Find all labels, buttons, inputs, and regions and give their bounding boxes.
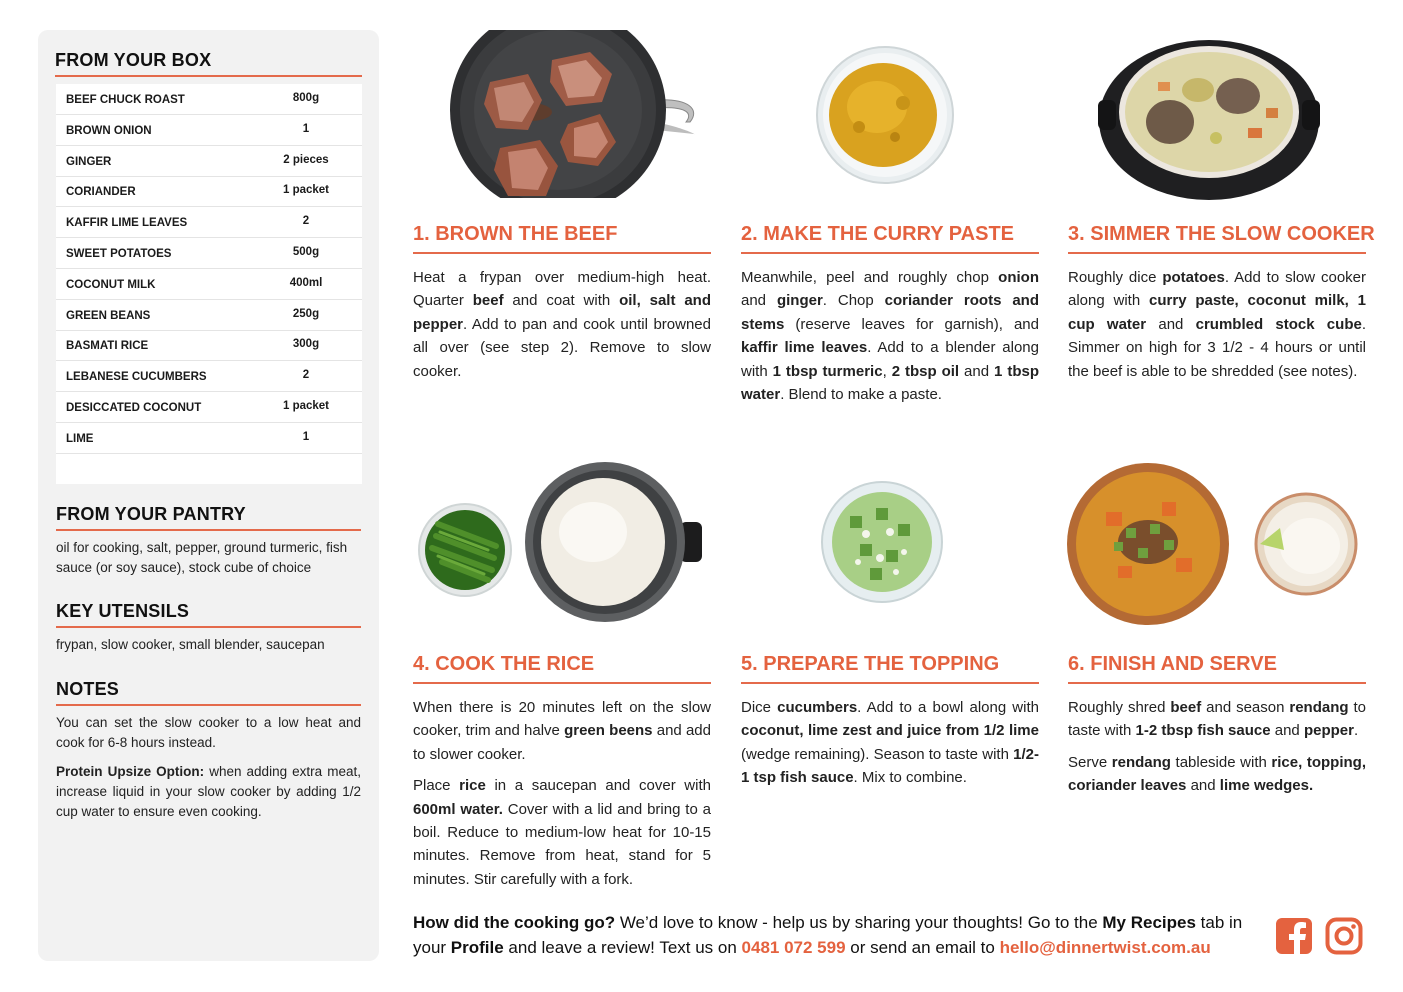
- ingredient-qty: 1 packet: [282, 184, 330, 197]
- step-ingredient-highlight: rice: [459, 777, 486, 795]
- step-text: and: [1270, 722, 1304, 740]
- step-text: . Chop: [822, 292, 885, 310]
- utensils-section-title: KEY UTENSILS: [56, 601, 361, 628]
- ingredient-row: [56, 423, 362, 454]
- step-text: to taste with: [1068, 699, 1366, 740]
- step-text: Cover with a lid and bring to a boil. Reduce to medium-low heat for 10-15 minutes. Remove from heat, stand for 5 minutes. Stir carefully with a fork.: [413, 800, 711, 888]
- facebook-icon[interactable]: [1275, 917, 1313, 955]
- step-ingredient-highlight: curry paste, coconut milk, 1 cup water: [1068, 292, 1366, 333]
- step-text: Meanwhile, peel and roughly chop: [741, 269, 999, 286]
- step-text: Heat a frypan over medium-high heat. Quarter: [413, 269, 711, 310]
- step-ingredient-highlight: 600ml water.: [413, 800, 503, 818]
- ingredient-name: BEEF CHUCK ROAST: [66, 94, 185, 106]
- ingredient-name: LEBANESE CUCUMBERS: [66, 371, 207, 384]
- feedback-footer: [413, 910, 1263, 960]
- step-ingredient-highlight: rendang: [1111, 753, 1171, 771]
- step-ingredient-highlight: green beens: [564, 722, 653, 740]
- ingredient-row: [56, 361, 362, 392]
- step-ingredient-highlight: ginger: [776, 292, 823, 310]
- step-text: Place: [413, 777, 460, 795]
- ingredient-row: [56, 207, 362, 238]
- step-paragraph: [741, 696, 1039, 790]
- cucumber-topping-image: [820, 480, 945, 605]
- step-ingredient-highlight: rendang: [1289, 699, 1349, 716]
- pantry-section-title: FROM YOUR PANTRY: [56, 504, 361, 531]
- step-ingredient-highlight: beef: [472, 292, 504, 310]
- ingredient-row: [56, 115, 362, 146]
- step-paragraph: [413, 696, 711, 766]
- ingredient-name: BASMATI RICE: [66, 340, 149, 353]
- step-ingredient-highlight: kaffir lime leaves: [741, 339, 868, 357]
- step-paragraph: [1068, 751, 1366, 798]
- ingredient-row: [56, 330, 362, 361]
- step-ingredient-highlight: cucumbers: [777, 699, 858, 716]
- ingredient-name: KAFFIR LIME LEAVES: [66, 217, 188, 230]
- ingredient-name: BROWN ONION: [66, 124, 152, 137]
- step-ingredient-highlight: potatoes: [1162, 269, 1225, 286]
- step-ingredient-highlight: crumbled stock cube: [1195, 315, 1362, 333]
- footer-text: and leave a review! Text us on: [503, 938, 742, 957]
- step-text: . Mix to combine.: [853, 769, 967, 787]
- step-1-title: 1. BROWN THE BEEF: [413, 223, 711, 254]
- step-paragraph: [413, 266, 711, 383]
- ingredient-row: [56, 84, 362, 115]
- step-text: Serve: [1068, 753, 1112, 771]
- step-text: and: [1146, 315, 1196, 333]
- step-ingredient-highlight: 1 tbsp turmeric: [772, 362, 883, 380]
- slow-cooker-image: [1098, 30, 1320, 200]
- step-ingredient-highlight: 1-2 tbsp fish sauce: [1135, 722, 1271, 740]
- step-paragraph: [741, 266, 1039, 406]
- utensils-text: frypan, slow cooker, small blender, saucepan: [56, 637, 325, 652]
- email-link[interactable]: hello@dinnertwist.com.au: [999, 938, 1211, 957]
- step-6-body: [1068, 696, 1366, 798]
- step-3-title: 3. SIMMER THE SLOW COOKER: [1068, 223, 1366, 254]
- instagram-icon[interactable]: [1325, 917, 1363, 955]
- ingredient-qty: 2: [302, 369, 310, 382]
- box-section-title: FROM YOUR BOX: [55, 50, 362, 77]
- ingredient-row: [56, 238, 362, 269]
- step-text: .: [1353, 722, 1359, 740]
- ingredient-name: COCONUT MILK: [66, 278, 156, 291]
- ingredient-name: CORIANDER: [66, 186, 136, 199]
- beef-pan-image: [450, 30, 705, 198]
- step-text: and add to slower cooker.: [413, 722, 711, 763]
- ingredient-row: [56, 392, 362, 423]
- ingredient-name: SWEET POTATOES: [66, 248, 172, 260]
- ingredient-name: DESICCATED COCONUT: [66, 402, 202, 414]
- ingredient-qty: 1: [302, 122, 310, 135]
- ingredient-name: GINGER: [66, 155, 112, 168]
- step-ingredient-highlight: 1 tbsp water: [741, 362, 1039, 404]
- ingredient-row: [56, 176, 362, 207]
- step-ingredient-highlight: lime wedges.: [1219, 777, 1314, 795]
- step-1-body: [413, 266, 711, 383]
- upsize-text: when adding extra meat, increase liquid in your slow cooker by adding 1/2 cup water to ensure even cooking.: [56, 764, 361, 819]
- footer-text: We’d love to know - help us by sharing your thoughts! Go to the: [615, 913, 1103, 932]
- ingredient-row: [56, 146, 362, 177]
- step-text: . Add to a bowl along with: [857, 699, 1039, 716]
- step-text: Roughly shred: [1068, 699, 1171, 716]
- rendang-serve-image: [1066, 462, 1358, 626]
- step-5-body: [741, 696, 1039, 790]
- my-recipes-label: My Recipes: [1102, 913, 1196, 932]
- step-text: . Add to slow cooker along with: [1068, 269, 1366, 310]
- ingredient-qty: 800g: [292, 92, 320, 104]
- ingredient-qty: 2 pieces: [283, 153, 329, 166]
- ingredient-qty: 400ml: [289, 276, 323, 289]
- notes-upsize: [56, 762, 361, 822]
- step-text: When there is 20 minutes left on the slow cooker, trim and halve: [413, 699, 711, 740]
- ingredient-name: GREEN BEANS: [66, 309, 151, 322]
- ingredient-row: [56, 300, 362, 331]
- step-text: and: [741, 292, 777, 310]
- ingredient-table: [56, 84, 362, 484]
- step-text: in a saucepan and cover with: [485, 777, 711, 795]
- step-text: (wedge remaining). Season to taste with: [741, 745, 1014, 763]
- step-text: . Blend to make a paste.: [780, 386, 942, 404]
- step-6-title: 6. FINISH AND SERVE: [1068, 653, 1366, 684]
- step-text: and coat with: [503, 292, 620, 310]
- notes-section-title: NOTES: [56, 679, 361, 706]
- step-paragraph: [413, 774, 711, 891]
- step-3-body: [1068, 266, 1366, 383]
- sidebar-panel: [38, 30, 379, 961]
- footer-question: How did the cooking go?: [413, 913, 616, 932]
- ingredient-name: LIME: [66, 432, 94, 445]
- step-text: and: [1186, 777, 1220, 795]
- ingredient-qty: 500g: [292, 246, 320, 258]
- curry-paste-image: [815, 45, 955, 185]
- step-text: . Add to a blender along with: [741, 339, 1039, 380]
- step-ingredient-highlight: coriander roots and stems: [741, 292, 1040, 333]
- step-paragraph: [1068, 696, 1366, 743]
- step-text: and season: [1201, 699, 1290, 716]
- step-ingredient-highlight: pepper: [1303, 722, 1354, 740]
- phone-link[interactable]: 0481 072 599: [741, 938, 846, 957]
- step-ingredient-highlight: coconut, lime zest and juice from 1/2 lime: [741, 722, 1039, 740]
- step-text: ,: [882, 362, 892, 380]
- step-paragraph: [1068, 266, 1366, 383]
- step-text: tableside with: [1170, 753, 1272, 771]
- step-5-title: 5. PREPARE THE TOPPING: [741, 653, 1039, 684]
- profile-label: Profile: [450, 938, 504, 957]
- ingredient-qty: 250g: [292, 307, 320, 320]
- step-text: Roughly dice: [1068, 269, 1163, 286]
- step-text: Dice: [741, 699, 778, 716]
- notes-text: You can set the slow cooker to a low heat and cook for 6-8 hours instead.: [56, 715, 361, 750]
- upsize-label: Protein Upsize Option:: [56, 764, 205, 779]
- step-ingredient-highlight: 1/2-1 tsp fish sauce: [741, 745, 1039, 787]
- step-text: and: [959, 362, 995, 380]
- pantry-text: oil for cooking, salt, pepper, ground turmeric, fish sauce (or soy sauce), stock cube of choice: [56, 540, 348, 575]
- step-2-body: [741, 266, 1039, 406]
- step-4-title: 4. COOK THE RICE: [413, 653, 711, 684]
- ingredient-qty: 1: [302, 430, 310, 443]
- footer-text: tab in your: [413, 913, 1243, 957]
- step-text: . Simmer on high for 3 1/2 - 4 hours or until the beef is able to be shredded (see notes).: [1068, 315, 1366, 380]
- ingredient-row: [56, 269, 362, 300]
- rice-beans-image: [418, 462, 703, 622]
- step-text: . Add to pan and cook until browned all over (see step 2). Remove to slow cooker.: [413, 315, 711, 380]
- step-2-title: 2. MAKE THE CURRY PASTE: [741, 223, 1039, 254]
- step-ingredient-highlight: onion: [998, 269, 1039, 286]
- step-ingredient-highlight: rice, topping, coriander leaves: [1068, 753, 1366, 795]
- step-ingredient-highlight: oil, salt and pepper: [413, 292, 711, 333]
- footer-text: or send an email to: [845, 938, 1000, 957]
- ingredient-qty: 2: [302, 215, 310, 228]
- step-ingredient-highlight: 2 tbsp oil: [891, 362, 960, 380]
- step-text: (reserve leaves for garnish), and: [784, 315, 1039, 333]
- ingredient-qty: 300g: [292, 338, 320, 351]
- step-4-body: [413, 696, 711, 891]
- step-ingredient-highlight: beef: [1170, 699, 1202, 716]
- ingredient-qty: 1 packet: [282, 400, 330, 412]
